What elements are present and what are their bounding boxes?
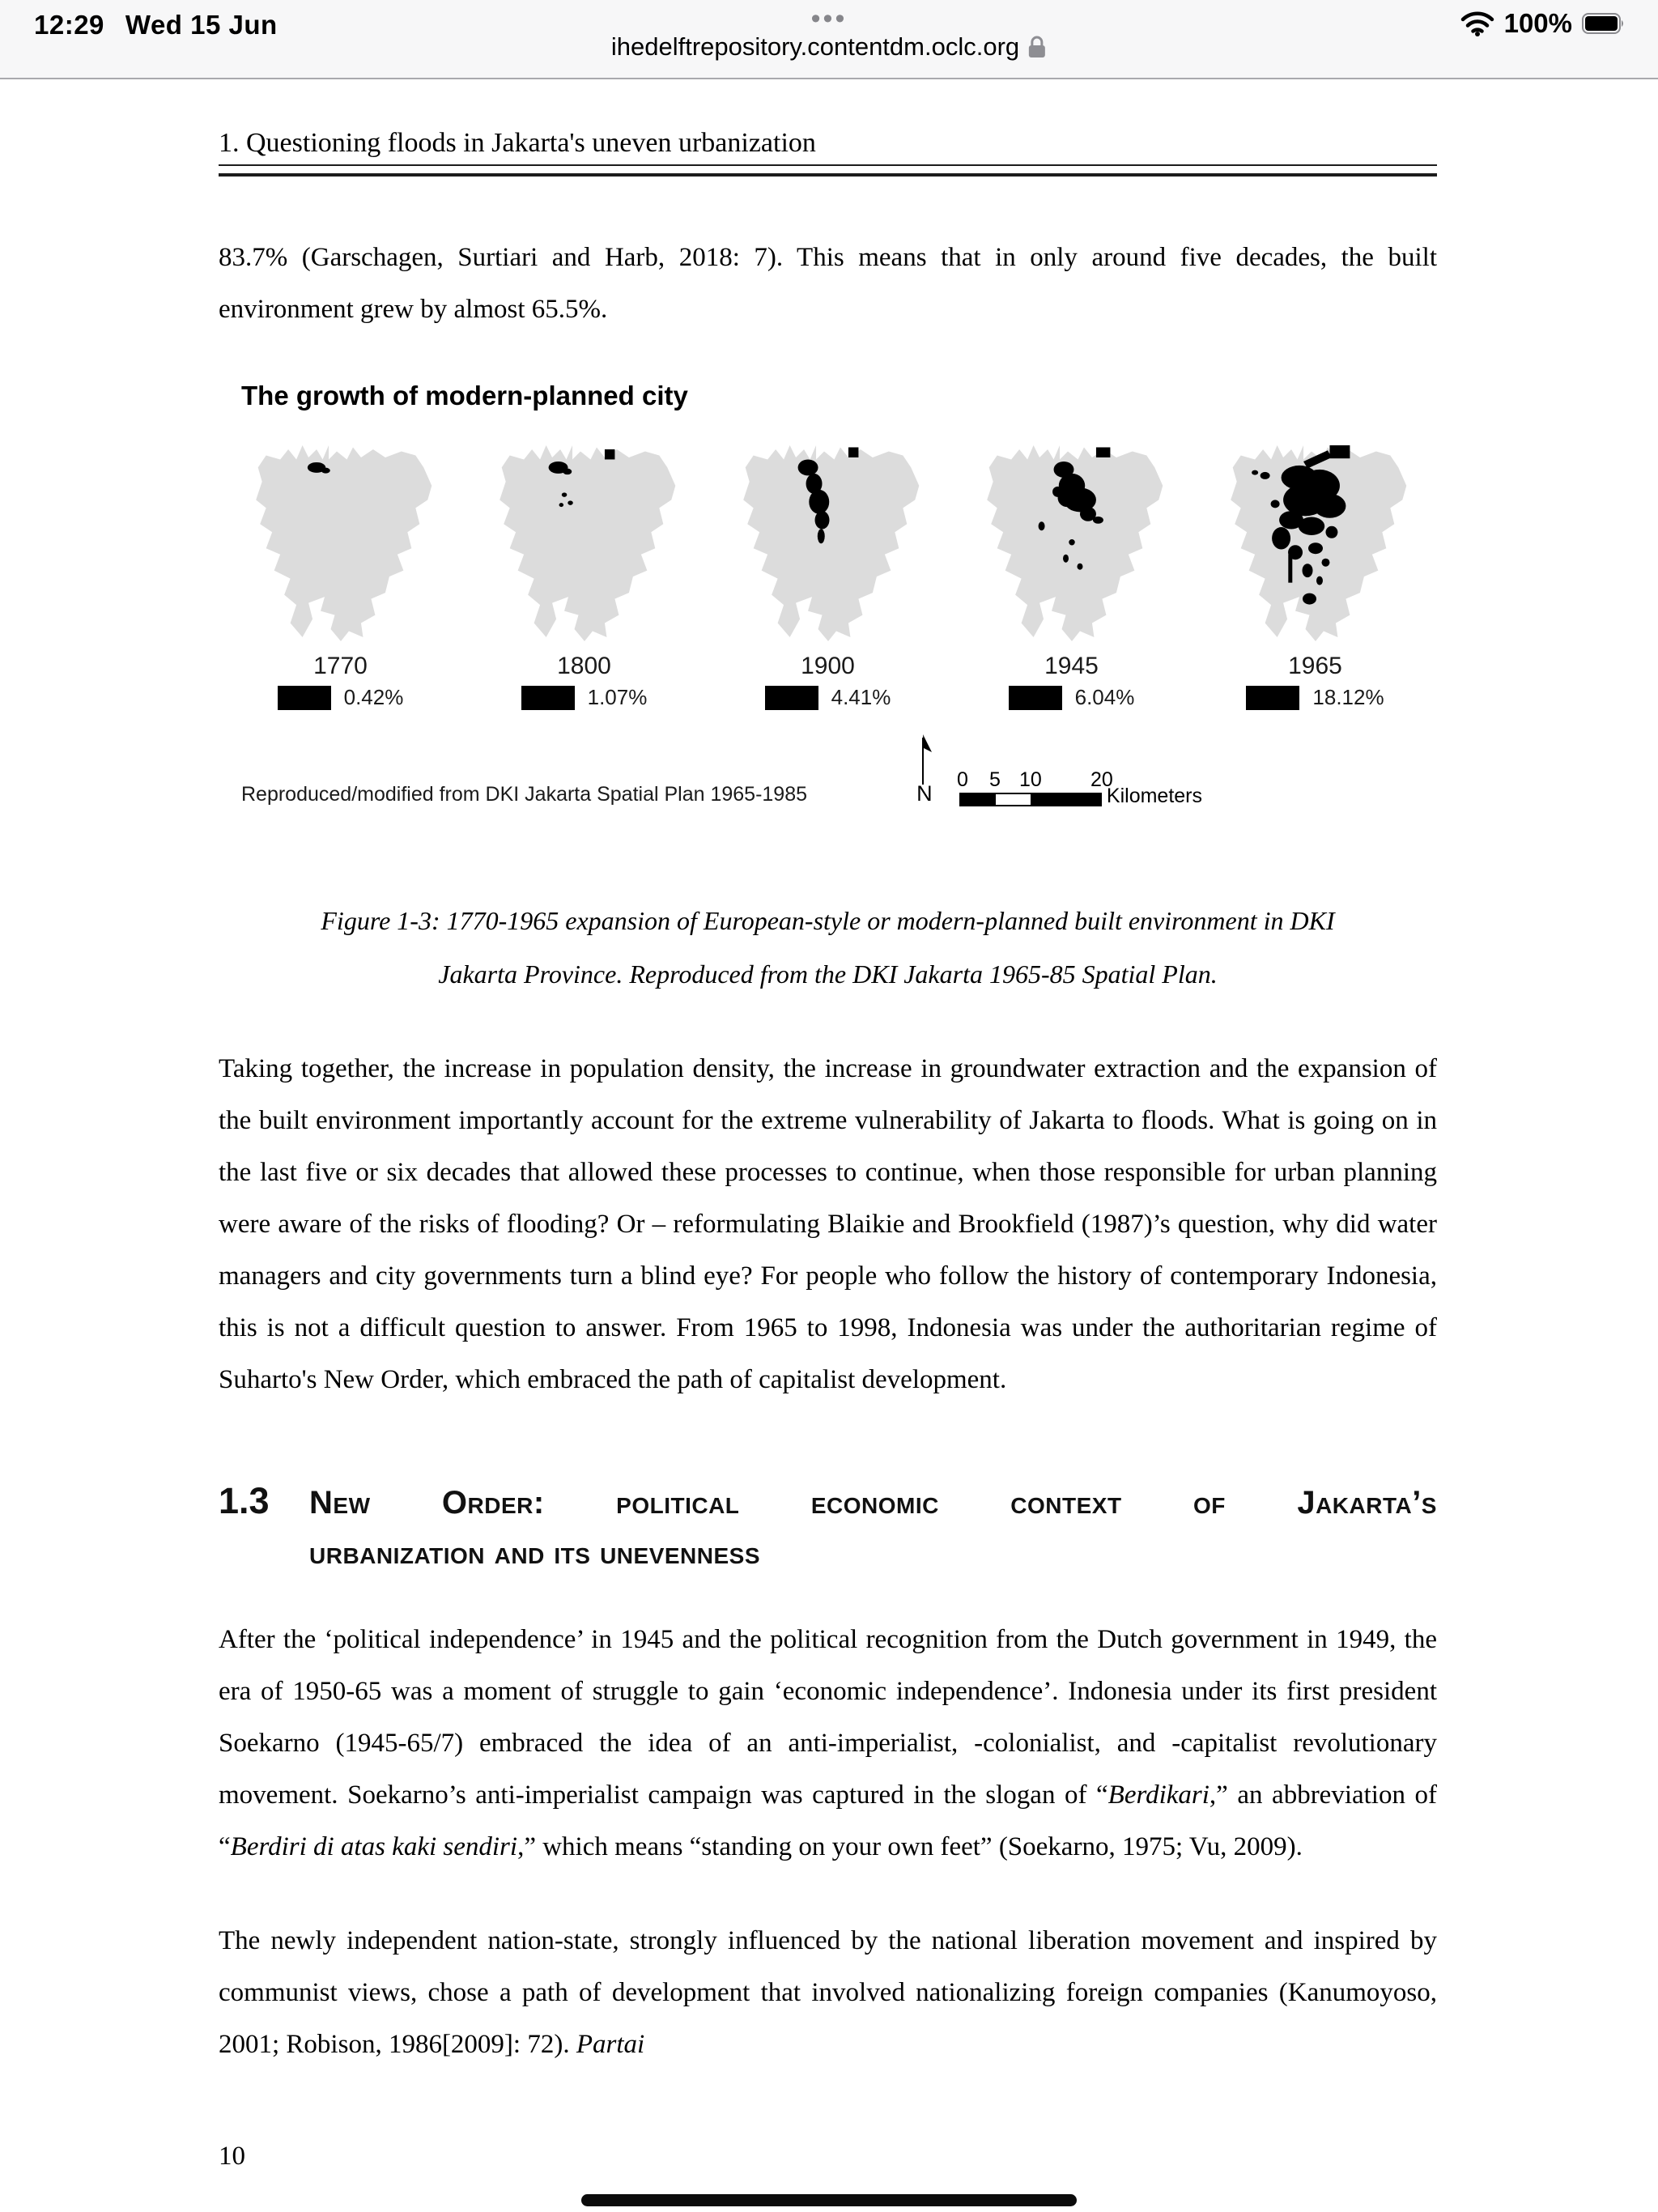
- scale-bar-graphic: [959, 793, 1102, 806]
- scale-ticks: [956, 768, 1113, 793]
- map-year-label: 1965: [1288, 653, 1342, 679]
- status-left: [34, 10, 278, 40]
- legend-swatch: [521, 686, 575, 710]
- map-1800: [462, 437, 706, 710]
- date-label: Wed 15 Jun: [125, 10, 278, 40]
- scale-tick: 20: [1090, 768, 1113, 791]
- clock-label: 12:29: [34, 10, 104, 40]
- paragraph-taking-together: Taking together, the increase in population density, the increase in groundwater extraction and the expansion of the built environment importantly account for the extreme vulnerability of Jakarta to floods. What is going on in the last five or six decades that allowed these processes to continue, when those responsible for urban planning were aware of the risks of flooding? Or – reformulating Blaikie and Brookfield (1987)’s question, why did water managers and city governments turn a blind eye? For people who follow the history of contemporary Indonesia, this is not a difficult question to answer. From 1965 to 1998, Indonesia was under the authoritarian regime of Suharto's New Order, which embraced the path of capitalist development.: [219, 1054, 1437, 1394]
- page-dots-icon[interactable]: •••: [810, 3, 848, 34]
- map-percent-label: 4.41%: [831, 685, 891, 709]
- paragraph-newly-independent: [219, 1915, 1437, 2070]
- map-percent-label: 0.42%: [343, 685, 404, 709]
- section-number: 1.3: [219, 1480, 270, 1521]
- scale-tick: 5: [988, 768, 1001, 791]
- map-year-label: 1800: [557, 653, 611, 679]
- map-1945: [950, 437, 1193, 710]
- scale-bar: [956, 768, 1202, 807]
- paragraph-after-independence: [219, 1614, 1437, 1873]
- map-silhouette-1945: [962, 437, 1182, 649]
- map-silhouette-1770: [231, 437, 451, 649]
- section-title-line1: New Order: political economic context of Jakarta’s: [309, 1485, 1437, 1521]
- legend-swatch: [765, 686, 818, 710]
- section-title-line2: urbanization and its unevenness: [309, 1535, 761, 1571]
- header-rule-thin: [219, 164, 1437, 166]
- legend-swatch: [278, 686, 331, 710]
- paragraph-intro: 83.7% (Garschagen, Surtiari and Harb, 2018: 7). This means that in only around five decades, the built environment grew by almost 65.5%.: [219, 243, 1437, 324]
- figure-caption-line1: Figure 1-3: 1770-1965 expansion of European-style or modern-planned built environment in DKI: [321, 906, 1335, 935]
- map-percent-label: 1.07%: [587, 685, 648, 709]
- running-header: 1. Questioning floods in Jakarta's uneven urbanization: [219, 128, 816, 158]
- figure-caption-line2: Jakarta Province. Reproduced from the DKI Jakarta 1965-85 Spatial Plan.: [438, 959, 1218, 989]
- map-year-label: 1945: [1044, 653, 1099, 679]
- page-number: 10: [219, 2142, 245, 2171]
- status-right: [1460, 8, 1626, 39]
- map-1965: [1193, 437, 1437, 710]
- safari-toolbar: [0, 0, 1658, 79]
- address-bar[interactable]: [611, 32, 1047, 62]
- scale-tick: 10: [1019, 768, 1042, 791]
- text-run: The newly independent nation-state, strongly influenced by the national liberation movement and inspired by communist views, chose a path of development that involved nationalizing foreign companies (Kanumoyoso, 2001; Robison, 1986[2009]: 72).: [219, 1926, 1437, 2059]
- url-text: ihedelftrepository.contentdm.oclc.org: [610, 32, 1020, 61]
- north-label: N: [916, 781, 933, 806]
- map-year-label: 1770: [313, 653, 368, 679]
- scale-unit-label: Kilometers: [1106, 785, 1202, 807]
- figure-1-3: [219, 381, 1437, 1001]
- text-run: ,” an abbreviation of “: [219, 1780, 1438, 1861]
- figure-source: Reproduced/modified from DKI Jakarta Spatial Plan 1965-1985: [241, 783, 808, 806]
- lock-icon: [1027, 35, 1047, 59]
- figure-title: The growth of modern-planned city: [241, 381, 688, 410]
- map-series-row: [219, 437, 1437, 710]
- header-rule-thick: [219, 173, 1437, 177]
- pdf-page: [219, 79, 1437, 2172]
- figure-footer: [219, 731, 1437, 806]
- legend-swatch: [1246, 686, 1299, 710]
- text-run: After the ‘political independence’ in 1945 and the political recognition from the Dutch government in 1949, the era of 1950-65 was a moment of struggle to gain ‘economic independence’. Indonesia under its first president Soekarno (1945-65/7) embraced the idea of an anti-imperialist, -colonialist, and -capitalist revolutionary movement. Soekarno’s anti-imperialist campaign was captured in the slogan of “: [219, 1625, 1437, 1810]
- scale-tick: 0: [956, 768, 968, 791]
- map-silhouette-1800: [474, 437, 695, 649]
- map-silhouette-1900: [718, 437, 938, 649]
- map-percent-label: 18.12%: [1312, 685, 1384, 709]
- battery-icon: [1582, 13, 1626, 34]
- text-run-italic: Berdiri di atas kaki sendiri: [230, 1832, 518, 1861]
- text-run: ,” which means “standing on your own feet” (Soekarno, 1975; Vu, 2009).: [517, 1832, 1303, 1861]
- figure-caption: [219, 894, 1437, 1001]
- home-indicator[interactable]: [581, 2194, 1077, 2206]
- text-run-italic: Berdikari: [1107, 1780, 1209, 1810]
- map-year-label: 1900: [801, 653, 855, 679]
- map-1900: [706, 437, 950, 710]
- wifi-icon: [1460, 11, 1494, 36]
- map-1770: [219, 437, 462, 710]
- north-arrow: [911, 731, 938, 806]
- legend-swatch: [1009, 686, 1062, 710]
- map-percent-label: 6.04%: [1074, 685, 1135, 709]
- section-heading-1-3: [219, 1480, 1437, 1572]
- battery-percent-label: 100%: [1503, 8, 1572, 38]
- map-silhouette-1965: [1205, 437, 1426, 649]
- text-run-italic: Partai: [576, 2030, 645, 2059]
